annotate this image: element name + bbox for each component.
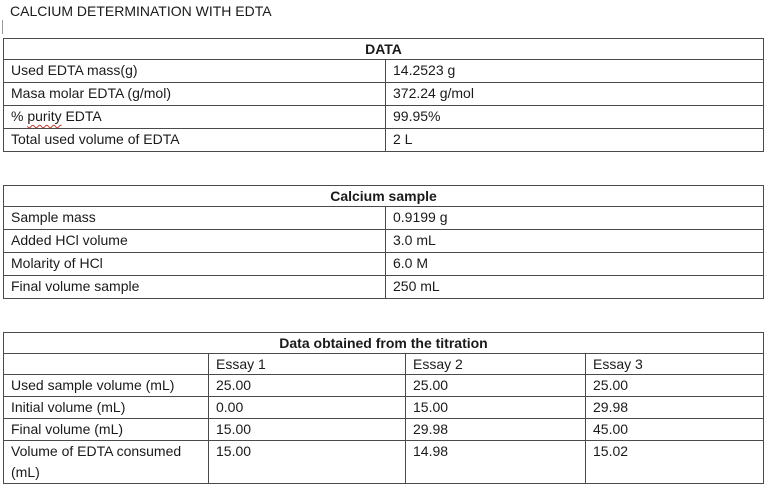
cell-value: 15.00 bbox=[209, 419, 406, 441]
row-label: Final volume sample bbox=[4, 276, 386, 299]
table-row bbox=[4, 129, 764, 152]
data-table bbox=[3, 38, 764, 152]
cell-value: 0.00 bbox=[209, 397, 406, 419]
cell-value: 45.00 bbox=[586, 419, 764, 441]
label-prefix: % bbox=[11, 108, 28, 124]
calcium-table-header: Calcium sample bbox=[4, 186, 764, 207]
table-row bbox=[4, 276, 764, 299]
table-row bbox=[4, 441, 764, 484]
row-value: 2 L bbox=[386, 129, 764, 152]
spellcheck-flagged-word[interactable]: purity bbox=[27, 108, 62, 124]
table-row bbox=[4, 419, 764, 441]
row-label: Final volume (mL) bbox=[4, 419, 209, 441]
row-value: 372.24 g/mol bbox=[386, 83, 764, 106]
titration-table-header: Data obtained from the titration bbox=[4, 333, 764, 354]
data-table-header: DATA bbox=[4, 39, 764, 60]
cell-value: 15.00 bbox=[406, 397, 586, 419]
row-label: Initial volume (mL) bbox=[4, 397, 209, 419]
cell-value: 15.00 bbox=[209, 441, 406, 484]
row-label: Used sample volume (mL) bbox=[4, 375, 209, 397]
row-value: 3.0 mL bbox=[386, 230, 764, 253]
table-row bbox=[4, 230, 764, 253]
table-row bbox=[4, 375, 764, 397]
document-title: CALCIUM DETERMINATION WITH EDTA bbox=[10, 3, 272, 19]
cell-value: 14.98 bbox=[406, 441, 586, 484]
row-label: Used EDTA mass(g) bbox=[4, 60, 386, 83]
cell-value: 29.98 bbox=[406, 419, 586, 441]
cell-value: 15.02 bbox=[586, 441, 764, 484]
titration-table bbox=[3, 332, 764, 484]
row-label: Masa molar EDTA (g/mol) bbox=[4, 83, 386, 106]
table-row bbox=[4, 106, 764, 129]
column-header: Essay 2 bbox=[406, 354, 586, 375]
table-row bbox=[4, 83, 764, 106]
row-label: Molarity of HCl bbox=[4, 253, 386, 276]
row-label: Sample mass bbox=[4, 207, 386, 230]
row-value: 0.9199 g bbox=[386, 207, 764, 230]
label-suffix: EDTA bbox=[61, 108, 102, 124]
row-value: 6.0 M bbox=[386, 253, 764, 276]
text-cursor bbox=[2, 20, 3, 34]
cell-value: 25.00 bbox=[406, 375, 586, 397]
table-row bbox=[4, 253, 764, 276]
row-label: Volume of EDTA consumed (mL) bbox=[4, 441, 209, 484]
empty-corner-cell bbox=[4, 354, 209, 375]
row-label bbox=[4, 106, 386, 129]
table-row bbox=[4, 207, 764, 230]
cell-value: 25.00 bbox=[209, 375, 406, 397]
cell-value: 29.98 bbox=[586, 397, 764, 419]
column-header: Essay 3 bbox=[586, 354, 764, 375]
row-label: Total used volume of EDTA bbox=[4, 129, 386, 152]
cell-value: 25.00 bbox=[586, 375, 764, 397]
row-value: 14.2523 g bbox=[386, 60, 764, 83]
table-row bbox=[4, 397, 764, 419]
row-label: Added HCl volume bbox=[4, 230, 386, 253]
table-row bbox=[4, 60, 764, 83]
column-header: Essay 1 bbox=[209, 354, 406, 375]
calcium-sample-table bbox=[3, 185, 764, 299]
row-value: 99.95% bbox=[386, 106, 764, 129]
row-value: 250 mL bbox=[386, 276, 764, 299]
